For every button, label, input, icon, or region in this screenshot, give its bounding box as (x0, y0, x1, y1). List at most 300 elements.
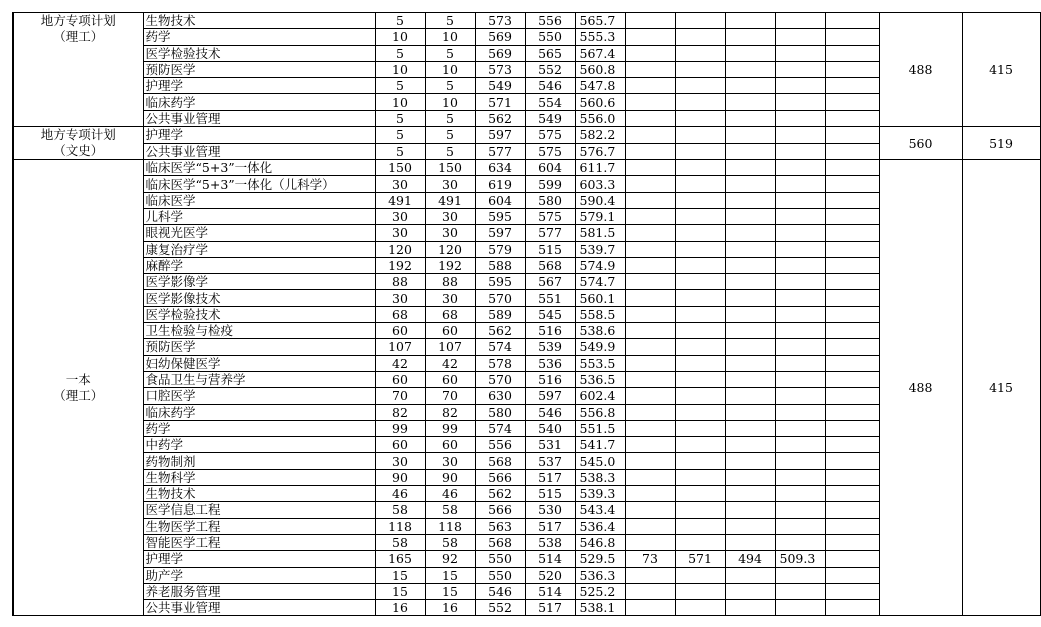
cell-avg: 611.7 (575, 160, 625, 176)
empty-cell (825, 404, 879, 420)
cell-e2 (675, 241, 725, 257)
cell-e4 (775, 192, 825, 208)
cell-min: 604 (525, 160, 575, 176)
cell-e1 (625, 241, 675, 257)
cell-e2 (675, 45, 725, 61)
cell-e1 (625, 13, 675, 29)
cell-e4 (775, 225, 825, 241)
cell-e3 (725, 486, 775, 502)
cell-e1 (625, 339, 675, 355)
cell-e1 (625, 160, 675, 176)
cell-avg: 546.8 (575, 534, 625, 550)
major-name: 眼视光医学 (143, 225, 375, 241)
cell-max: 569 (475, 45, 525, 61)
cell-e1 (625, 208, 675, 224)
cell-admitted: 5 (425, 143, 475, 160)
empty-cell (825, 61, 879, 77)
empty-cell (825, 437, 879, 453)
cell-e2 (675, 355, 725, 371)
cell-e4 (775, 355, 825, 371)
cell-plan: 30 (375, 208, 425, 224)
cell-max: 570 (475, 371, 525, 387)
cell-admitted: 70 (425, 388, 475, 404)
cell-avg: 547.8 (575, 78, 625, 94)
cell-max: 563 (475, 518, 525, 534)
major-name: 麻醉学 (143, 257, 375, 273)
cell-e1 (625, 225, 675, 241)
cell-e2 (675, 306, 725, 322)
major-name: 智能医学工程 (143, 534, 375, 550)
empty-cell (825, 241, 879, 257)
cell-plan: 60 (375, 437, 425, 453)
cell-min: 537 (525, 453, 575, 469)
cell-admitted: 10 (425, 29, 475, 45)
group-name: 地方专项计划 (40, 127, 116, 143)
empty-cell (825, 257, 879, 273)
cell-avg: 555.3 (575, 29, 625, 45)
empty-cell (825, 355, 879, 371)
cell-e3 (725, 241, 775, 257)
major-name: 临床药学 (143, 94, 375, 110)
table-row (13, 13, 1040, 29)
cell-plan: 30 (375, 290, 425, 306)
cell-max: 556 (475, 437, 525, 453)
major-name: 妇幼保健医学 (143, 355, 375, 371)
cell-e2 (675, 13, 725, 29)
cell-admitted: 15 (425, 567, 475, 583)
cell-min: 530 (525, 502, 575, 518)
cell-max: 604 (475, 192, 525, 208)
cell-admitted: 58 (425, 502, 475, 518)
cell-e2: 571 (675, 551, 725, 567)
cell-plan: 150 (375, 160, 425, 176)
cell-avg: 582.2 (575, 127, 625, 144)
cell-avg: 538.3 (575, 469, 625, 485)
cell-max: 597 (475, 127, 525, 144)
empty-cell (825, 94, 879, 110)
cell-e4 (775, 388, 825, 404)
cell-e4 (775, 469, 825, 485)
cell-avg: 539.7 (575, 241, 625, 257)
cell-e4 (775, 534, 825, 550)
cell-admitted: 120 (425, 241, 475, 257)
empty-cell (825, 13, 879, 29)
cell-avg: 560.1 (575, 290, 625, 306)
cell-e2 (675, 94, 725, 110)
cell-e2 (675, 176, 725, 192)
cell-plan: 42 (375, 355, 425, 371)
cell-min: 517 (525, 469, 575, 485)
cell-e2 (675, 518, 725, 534)
cell-admitted: 5 (425, 127, 475, 144)
cell-avg: 553.5 (575, 355, 625, 371)
cell-admitted: 60 (425, 323, 475, 339)
major-name: 临床医学 (143, 192, 375, 208)
cell-e1 (625, 94, 675, 110)
major-name: 养老服务管理 (143, 583, 375, 599)
cell-plan: 46 (375, 486, 425, 502)
cell-max: 562 (475, 323, 525, 339)
cell-avg: 558.5 (575, 306, 625, 322)
empty-cell (825, 371, 879, 387)
cell-plan: 118 (375, 518, 425, 534)
empty-cell (825, 78, 879, 94)
cell-e1 (625, 29, 675, 45)
cell-e4 (775, 241, 825, 257)
group-category: （理工） (53, 387, 104, 403)
cell-e2 (675, 110, 725, 126)
cell-e3 (725, 110, 775, 126)
cell-e1 (625, 420, 675, 436)
cell-e2 (675, 257, 725, 273)
table-row (13, 127, 1040, 144)
cell-e2 (675, 388, 725, 404)
control-line-b: 519 (962, 127, 1040, 160)
cell-plan: 165 (375, 551, 425, 567)
cell-e4 (775, 306, 825, 322)
cell-e1 (625, 371, 675, 387)
cell-e3 (725, 339, 775, 355)
cell-avg: 536.4 (575, 518, 625, 534)
cell-e3 (725, 274, 775, 290)
cell-admitted: 82 (425, 404, 475, 420)
cell-avg: 567.4 (575, 45, 625, 61)
empty-cell (825, 486, 879, 502)
cell-e4 (775, 127, 825, 144)
cell-plan: 82 (375, 404, 425, 420)
cell-e1 (625, 192, 675, 208)
cell-max: 568 (475, 453, 525, 469)
cell-plan: 10 (375, 61, 425, 77)
cell-e3 (725, 420, 775, 436)
major-name: 儿科学 (143, 208, 375, 224)
cell-e4 (775, 143, 825, 160)
cell-e1 (625, 583, 675, 599)
cell-e4 (775, 518, 825, 534)
cell-e2 (675, 404, 725, 420)
cell-plan: 192 (375, 257, 425, 273)
cell-e1 (625, 61, 675, 77)
cell-plan: 60 (375, 323, 425, 339)
cell-e1 (625, 502, 675, 518)
empty-cell (825, 143, 879, 160)
cell-plan: 58 (375, 534, 425, 550)
cell-avg: 529.5 (575, 551, 625, 567)
cell-admitted: 92 (425, 551, 475, 567)
cell-min: 517 (525, 518, 575, 534)
cell-e3 (725, 127, 775, 144)
control-line-b: 415 (962, 160, 1040, 616)
cell-e2 (675, 502, 725, 518)
cell-e1 (625, 518, 675, 534)
group-category: （文史） (53, 143, 104, 159)
cell-e3 (725, 518, 775, 534)
cell-avg: 541.7 (575, 437, 625, 453)
cell-admitted: 99 (425, 420, 475, 436)
cell-min: 545 (525, 306, 575, 322)
empty-cell (825, 176, 879, 192)
cell-avg: 579.1 (575, 208, 625, 224)
cell-min: 539 (525, 339, 575, 355)
cell-e1 (625, 437, 675, 453)
cell-max: 588 (475, 257, 525, 273)
cell-min: 514 (525, 583, 575, 599)
cell-plan: 5 (375, 110, 425, 126)
cell-max: 619 (475, 176, 525, 192)
cell-e2 (675, 486, 725, 502)
empty-cell (825, 225, 879, 241)
cell-e3 (725, 225, 775, 241)
cell-e2 (675, 371, 725, 387)
cell-e4 (775, 94, 825, 110)
cell-admitted: 30 (425, 225, 475, 241)
cell-e1 (625, 78, 675, 94)
cell-admitted: 118 (425, 518, 475, 534)
cell-admitted: 15 (425, 583, 475, 599)
cell-plan: 88 (375, 274, 425, 290)
cell-admitted: 42 (425, 355, 475, 371)
major-name: 公共事业管理 (143, 110, 375, 126)
cell-max: 577 (475, 143, 525, 160)
cell-min: 550 (525, 29, 575, 45)
cell-max: 630 (475, 388, 525, 404)
major-name: 卫生检验与检疫 (143, 323, 375, 339)
cell-plan: 120 (375, 241, 425, 257)
cell-e3 (725, 600, 775, 616)
control-line-a: 560 (879, 127, 962, 160)
cell-max: 574 (475, 420, 525, 436)
cell-admitted: 30 (425, 208, 475, 224)
cell-e3 (725, 78, 775, 94)
cell-avg: 574.9 (575, 257, 625, 273)
cell-e3 (725, 404, 775, 420)
major-name: 预防医学 (143, 61, 375, 77)
empty-cell (825, 160, 879, 176)
cell-max: 569 (475, 29, 525, 45)
cell-e4 (775, 29, 825, 45)
cell-e2 (675, 127, 725, 144)
major-name: 药学 (143, 420, 375, 436)
major-name: 护理学 (143, 551, 375, 567)
cell-e3 (725, 13, 775, 29)
cell-admitted: 30 (425, 290, 475, 306)
cell-e1 (625, 127, 675, 144)
cell-e4 (775, 208, 825, 224)
cell-e4 (775, 323, 825, 339)
cell-e3 (725, 29, 775, 45)
cell-e4 (775, 45, 825, 61)
cell-e4 (775, 61, 825, 77)
empty-cell (825, 502, 879, 518)
cell-e1 (625, 453, 675, 469)
cell-e2 (675, 29, 725, 45)
cell-e3 (725, 567, 775, 583)
empty-cell (825, 127, 879, 144)
cell-max: 634 (475, 160, 525, 176)
major-name: 助产学 (143, 567, 375, 583)
major-name: 生物科学 (143, 469, 375, 485)
cell-e4 (775, 453, 825, 469)
major-name: 医学检验技术 (143, 45, 375, 61)
cell-min: 549 (525, 110, 575, 126)
cell-e4 (775, 567, 825, 583)
cell-plan: 68 (375, 306, 425, 322)
cell-admitted: 491 (425, 192, 475, 208)
cell-max: 597 (475, 225, 525, 241)
cell-e2 (675, 78, 725, 94)
cell-admitted: 60 (425, 371, 475, 387)
major-name: 食品卫生与营养学 (143, 371, 375, 387)
cell-max: 574 (475, 339, 525, 355)
cell-e1: 73 (625, 551, 675, 567)
cell-e1 (625, 534, 675, 550)
cell-min: 514 (525, 551, 575, 567)
cell-e1 (625, 290, 675, 306)
major-name: 康复治疗学 (143, 241, 375, 257)
cell-e1 (625, 110, 675, 126)
cell-e2 (675, 567, 725, 583)
cell-min: 546 (525, 404, 575, 420)
cell-e4: 509.3 (775, 551, 825, 567)
cell-e3 (725, 534, 775, 550)
group-category: （理工） (53, 29, 104, 44)
cell-max: 566 (475, 469, 525, 485)
cell-e1 (625, 45, 675, 61)
cell-min: 536 (525, 355, 575, 371)
cell-min: 516 (525, 323, 575, 339)
empty-cell (825, 192, 879, 208)
major-name: 药物制剂 (143, 453, 375, 469)
cell-e4 (775, 78, 825, 94)
cell-e1 (625, 404, 675, 420)
cell-min: 556 (525, 13, 575, 29)
cell-max: 589 (475, 306, 525, 322)
cell-admitted: 150 (425, 160, 475, 176)
cell-min: 597 (525, 388, 575, 404)
cell-min: 575 (525, 208, 575, 224)
cell-admitted: 192 (425, 257, 475, 273)
cell-e3 (725, 371, 775, 387)
cell-e4 (775, 274, 825, 290)
major-name: 医学影像技术 (143, 290, 375, 306)
cell-plan: 30 (375, 225, 425, 241)
major-name: 口腔医学 (143, 388, 375, 404)
cell-e2 (675, 208, 725, 224)
cell-plan: 15 (375, 583, 425, 599)
cell-admitted: 16 (425, 600, 475, 616)
cell-plan: 10 (375, 94, 425, 110)
cell-e2 (675, 469, 725, 485)
cell-admitted: 5 (425, 78, 475, 94)
cell-avg: 556.0 (575, 110, 625, 126)
cell-max: 562 (475, 110, 525, 126)
cell-admitted: 5 (425, 45, 475, 61)
cell-e4 (775, 290, 825, 306)
cell-e3 (725, 94, 775, 110)
cell-e2 (675, 600, 725, 616)
cell-e1 (625, 388, 675, 404)
empty-cell (825, 29, 879, 45)
cell-e3: 494 (725, 551, 775, 567)
cell-avg: 538.6 (575, 323, 625, 339)
cell-min: 552 (525, 61, 575, 77)
cell-max: 570 (475, 290, 525, 306)
cell-min: 520 (525, 567, 575, 583)
cell-avg: 590.4 (575, 192, 625, 208)
cell-e4 (775, 420, 825, 436)
empty-cell (825, 469, 879, 485)
table-row (13, 160, 1040, 176)
cell-admitted: 10 (425, 61, 475, 77)
cell-e1 (625, 143, 675, 160)
major-name: 公共事业管理 (143, 143, 375, 160)
cell-plan: 10 (375, 29, 425, 45)
cell-avg: 576.7 (575, 143, 625, 160)
cell-min: 515 (525, 486, 575, 502)
cell-e3 (725, 469, 775, 485)
cell-plan: 60 (375, 371, 425, 387)
cell-e1 (625, 257, 675, 273)
cell-avg: 525.2 (575, 583, 625, 599)
cell-e3 (725, 306, 775, 322)
cell-e3 (725, 437, 775, 453)
cell-min: 580 (525, 192, 575, 208)
empty-cell (825, 420, 879, 436)
cell-e3 (725, 45, 775, 61)
major-name: 生物技术 (143, 486, 375, 502)
cell-max: 550 (475, 567, 525, 583)
cell-admitted: 90 (425, 469, 475, 485)
cell-e2 (675, 61, 725, 77)
cell-e3 (725, 388, 775, 404)
cell-e1 (625, 176, 675, 192)
cell-min: 575 (525, 127, 575, 144)
cell-e2 (675, 583, 725, 599)
empty-cell (825, 110, 879, 126)
cell-plan: 15 (375, 567, 425, 583)
cell-e4 (775, 371, 825, 387)
cell-e3 (725, 176, 775, 192)
cell-max: 595 (475, 274, 525, 290)
cell-plan: 58 (375, 502, 425, 518)
cell-avg: 539.3 (575, 486, 625, 502)
cell-admitted: 88 (425, 274, 475, 290)
cell-avg: 549.9 (575, 339, 625, 355)
cell-e1 (625, 567, 675, 583)
cell-e3 (725, 160, 775, 176)
control-line-a: 488 (879, 160, 962, 616)
cell-avg: 574.7 (575, 274, 625, 290)
cell-e2 (675, 290, 725, 306)
major-name: 临床医学“5+3”一体化（儿科学） (143, 176, 375, 192)
cell-avg: 560.8 (575, 61, 625, 77)
empty-cell (825, 290, 879, 306)
cell-plan: 5 (375, 78, 425, 94)
cell-avg: 560.6 (575, 94, 625, 110)
cell-e1 (625, 323, 675, 339)
cell-admitted: 58 (425, 534, 475, 550)
empty-cell (825, 339, 879, 355)
cell-admitted: 10 (425, 94, 475, 110)
cell-plan: 491 (375, 192, 425, 208)
cell-avg: 603.3 (575, 176, 625, 192)
cell-max: 571 (475, 94, 525, 110)
cell-e3 (725, 453, 775, 469)
cell-avg: 545.0 (575, 453, 625, 469)
cell-max: 566 (475, 502, 525, 518)
empty-cell (825, 551, 879, 567)
cell-max: 550 (475, 551, 525, 567)
